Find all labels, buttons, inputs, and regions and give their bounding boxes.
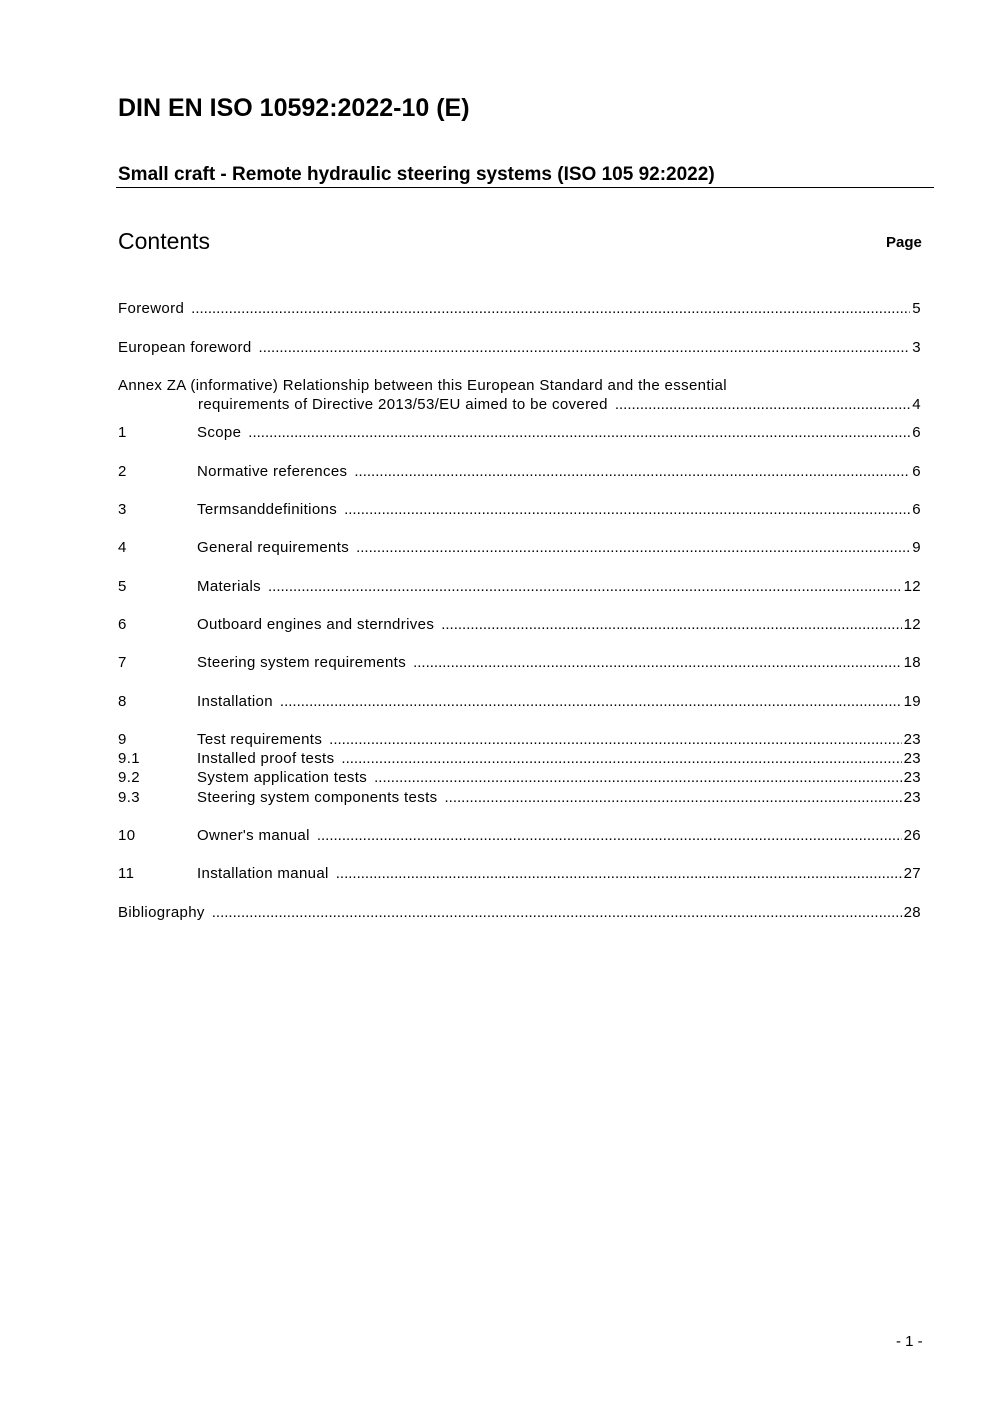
- toc-entry-title: System application tests: [197, 769, 368, 786]
- toc-entry-title: General requirements: [197, 539, 350, 556]
- toc-entry-page: 4: [912, 396, 921, 413]
- toc-entry-page: 6: [912, 424, 921, 441]
- toc-entry-annex-za[interactable]: [118, 376, 921, 414]
- toc-entry-page: 27: [903, 865, 921, 882]
- toc-entry-title: Installation manual: [197, 865, 329, 882]
- toc-entry-number: 4: [118, 539, 127, 556]
- toc-entry-number: 2: [118, 463, 127, 480]
- toc-entry-title: Outboard engines and sterndrives: [197, 616, 435, 633]
- toc-entry-installation[interactable]: [118, 692, 921, 711]
- toc-entry-title: Normative references: [197, 463, 348, 480]
- toc-entry-number: 3: [118, 501, 127, 518]
- toc-entry-page: 23: [903, 789, 921, 806]
- toc-entry-title: Bibliography: [118, 904, 205, 921]
- toc-entry-number: 6: [118, 616, 127, 633]
- toc-dot-leader: [441, 615, 901, 634]
- toc-entry-page: 6: [912, 501, 921, 518]
- toc-entry-page: 6: [912, 463, 921, 480]
- toc-entry-title: Scope: [197, 424, 242, 441]
- toc-entry-number: 11: [118, 865, 135, 882]
- document-title: DIN EN ISO 10592:2022-10 (E): [118, 94, 470, 122]
- toc-entry-title-line1: Annex ZA (informative) Relationship between this European Standard and the essential: [118, 377, 727, 394]
- toc-dot-leader: [344, 500, 910, 519]
- toc-entry-outboard-engines[interactable]: [118, 615, 921, 634]
- document-subtitle: Small craft - Remote hydraulic steering systems (ISO 105 92:2022): [118, 164, 715, 185]
- toc-entry-title: Termsanddefinitions: [197, 501, 338, 518]
- toc-dot-leader: [280, 692, 902, 711]
- toc-dot-leader: [374, 768, 901, 787]
- toc-entry-page: 26: [903, 827, 921, 844]
- toc-dot-leader: [191, 299, 910, 318]
- toc-entry-number: 1: [118, 424, 127, 441]
- toc-entry-number: 8: [118, 693, 127, 710]
- toc-dot-leader: [444, 788, 901, 807]
- toc-entry-title-line2: requirements of Directive 2013/53/EU aimed to be covered: [198, 396, 608, 413]
- toc-entry-page: 3: [912, 339, 921, 356]
- toc-entry-number: 7: [118, 654, 127, 671]
- toc-entry-owners-manual[interactable]: [118, 826, 921, 845]
- toc-entry-number: 9.2: [118, 769, 140, 786]
- toc-entry-title: Foreword: [118, 300, 185, 317]
- toc-entry-page: 23: [903, 769, 921, 786]
- toc-entry-title: Installation: [197, 693, 273, 710]
- subtitle-divider: [116, 187, 934, 188]
- contents-heading: Contents: [118, 228, 211, 254]
- toc-entry-foreword[interactable]: [118, 299, 921, 318]
- toc-entry-title: Installed proof tests: [197, 750, 335, 767]
- toc-dot-leader: [615, 395, 910, 414]
- toc-entry-page: 19: [903, 693, 921, 710]
- toc-dot-leader: [354, 462, 910, 481]
- toc-entry-scope[interactable]: [118, 423, 921, 442]
- toc-entry-installation-manual[interactable]: [118, 864, 921, 883]
- toc-entry-title: Test requirements: [197, 731, 323, 748]
- toc-entry-number: 9.3: [118, 789, 140, 806]
- toc-dot-leader: [248, 423, 910, 442]
- toc-dot-leader: [341, 749, 901, 768]
- toc-entry-title: Owner's manual: [197, 827, 310, 844]
- toc-entry-title: Steering system components tests: [197, 789, 438, 806]
- toc-entry-page: 5: [912, 300, 921, 317]
- toc-entry-materials[interactable]: [118, 577, 921, 596]
- toc-dot-leader: [336, 864, 902, 883]
- toc-entry-number: 10: [118, 827, 136, 844]
- toc-dot-leader: [317, 826, 902, 845]
- toc-entry-number: 5: [118, 578, 127, 595]
- toc-entry-page: 23: [903, 731, 921, 748]
- toc-entry-number: 9.1: [118, 750, 140, 767]
- toc-entry-test-requirements[interactable]: [118, 730, 921, 749]
- toc-dot-leader: [356, 538, 910, 557]
- toc-entry-steering-system-components-tests[interactable]: [118, 788, 921, 807]
- toc-entry-page: 18: [903, 654, 921, 671]
- toc-entry-steering-system-requirements[interactable]: [118, 653, 921, 672]
- toc-dot-leader: [212, 903, 902, 922]
- page-column-heading: Page: [886, 234, 922, 251]
- toc-entry-title: European foreword: [118, 339, 252, 356]
- toc-dot-leader: [259, 338, 911, 357]
- toc-entry-normative-references[interactable]: [118, 462, 921, 481]
- toc-dot-leader: [413, 653, 902, 672]
- toc-entry-european-foreword[interactable]: [118, 338, 921, 357]
- toc-dot-leader: [329, 730, 901, 749]
- toc-entry-system-application-tests[interactable]: [118, 768, 921, 787]
- toc-entry-bibliography[interactable]: [118, 903, 921, 922]
- toc-entry-page: 12: [903, 616, 921, 633]
- toc-entry-page: 28: [903, 904, 921, 921]
- toc-entry-page: 9: [912, 539, 921, 556]
- toc-entry-page: 23: [903, 750, 921, 767]
- toc-entry-number: 9: [118, 731, 127, 748]
- toc-entry-title: Steering system requirements: [197, 654, 407, 671]
- toc-entry-installed-proof-tests[interactable]: [118, 749, 921, 768]
- toc-entry-page: 12: [903, 578, 921, 595]
- toc-entry-title: Materials: [197, 578, 261, 595]
- toc-dot-leader: [268, 577, 902, 596]
- toc-entry-terms-and-definitions[interactable]: [118, 500, 921, 519]
- footer-page-number: - 1 -: [896, 1333, 923, 1350]
- toc-entry-general-requirements[interactable]: [118, 538, 921, 557]
